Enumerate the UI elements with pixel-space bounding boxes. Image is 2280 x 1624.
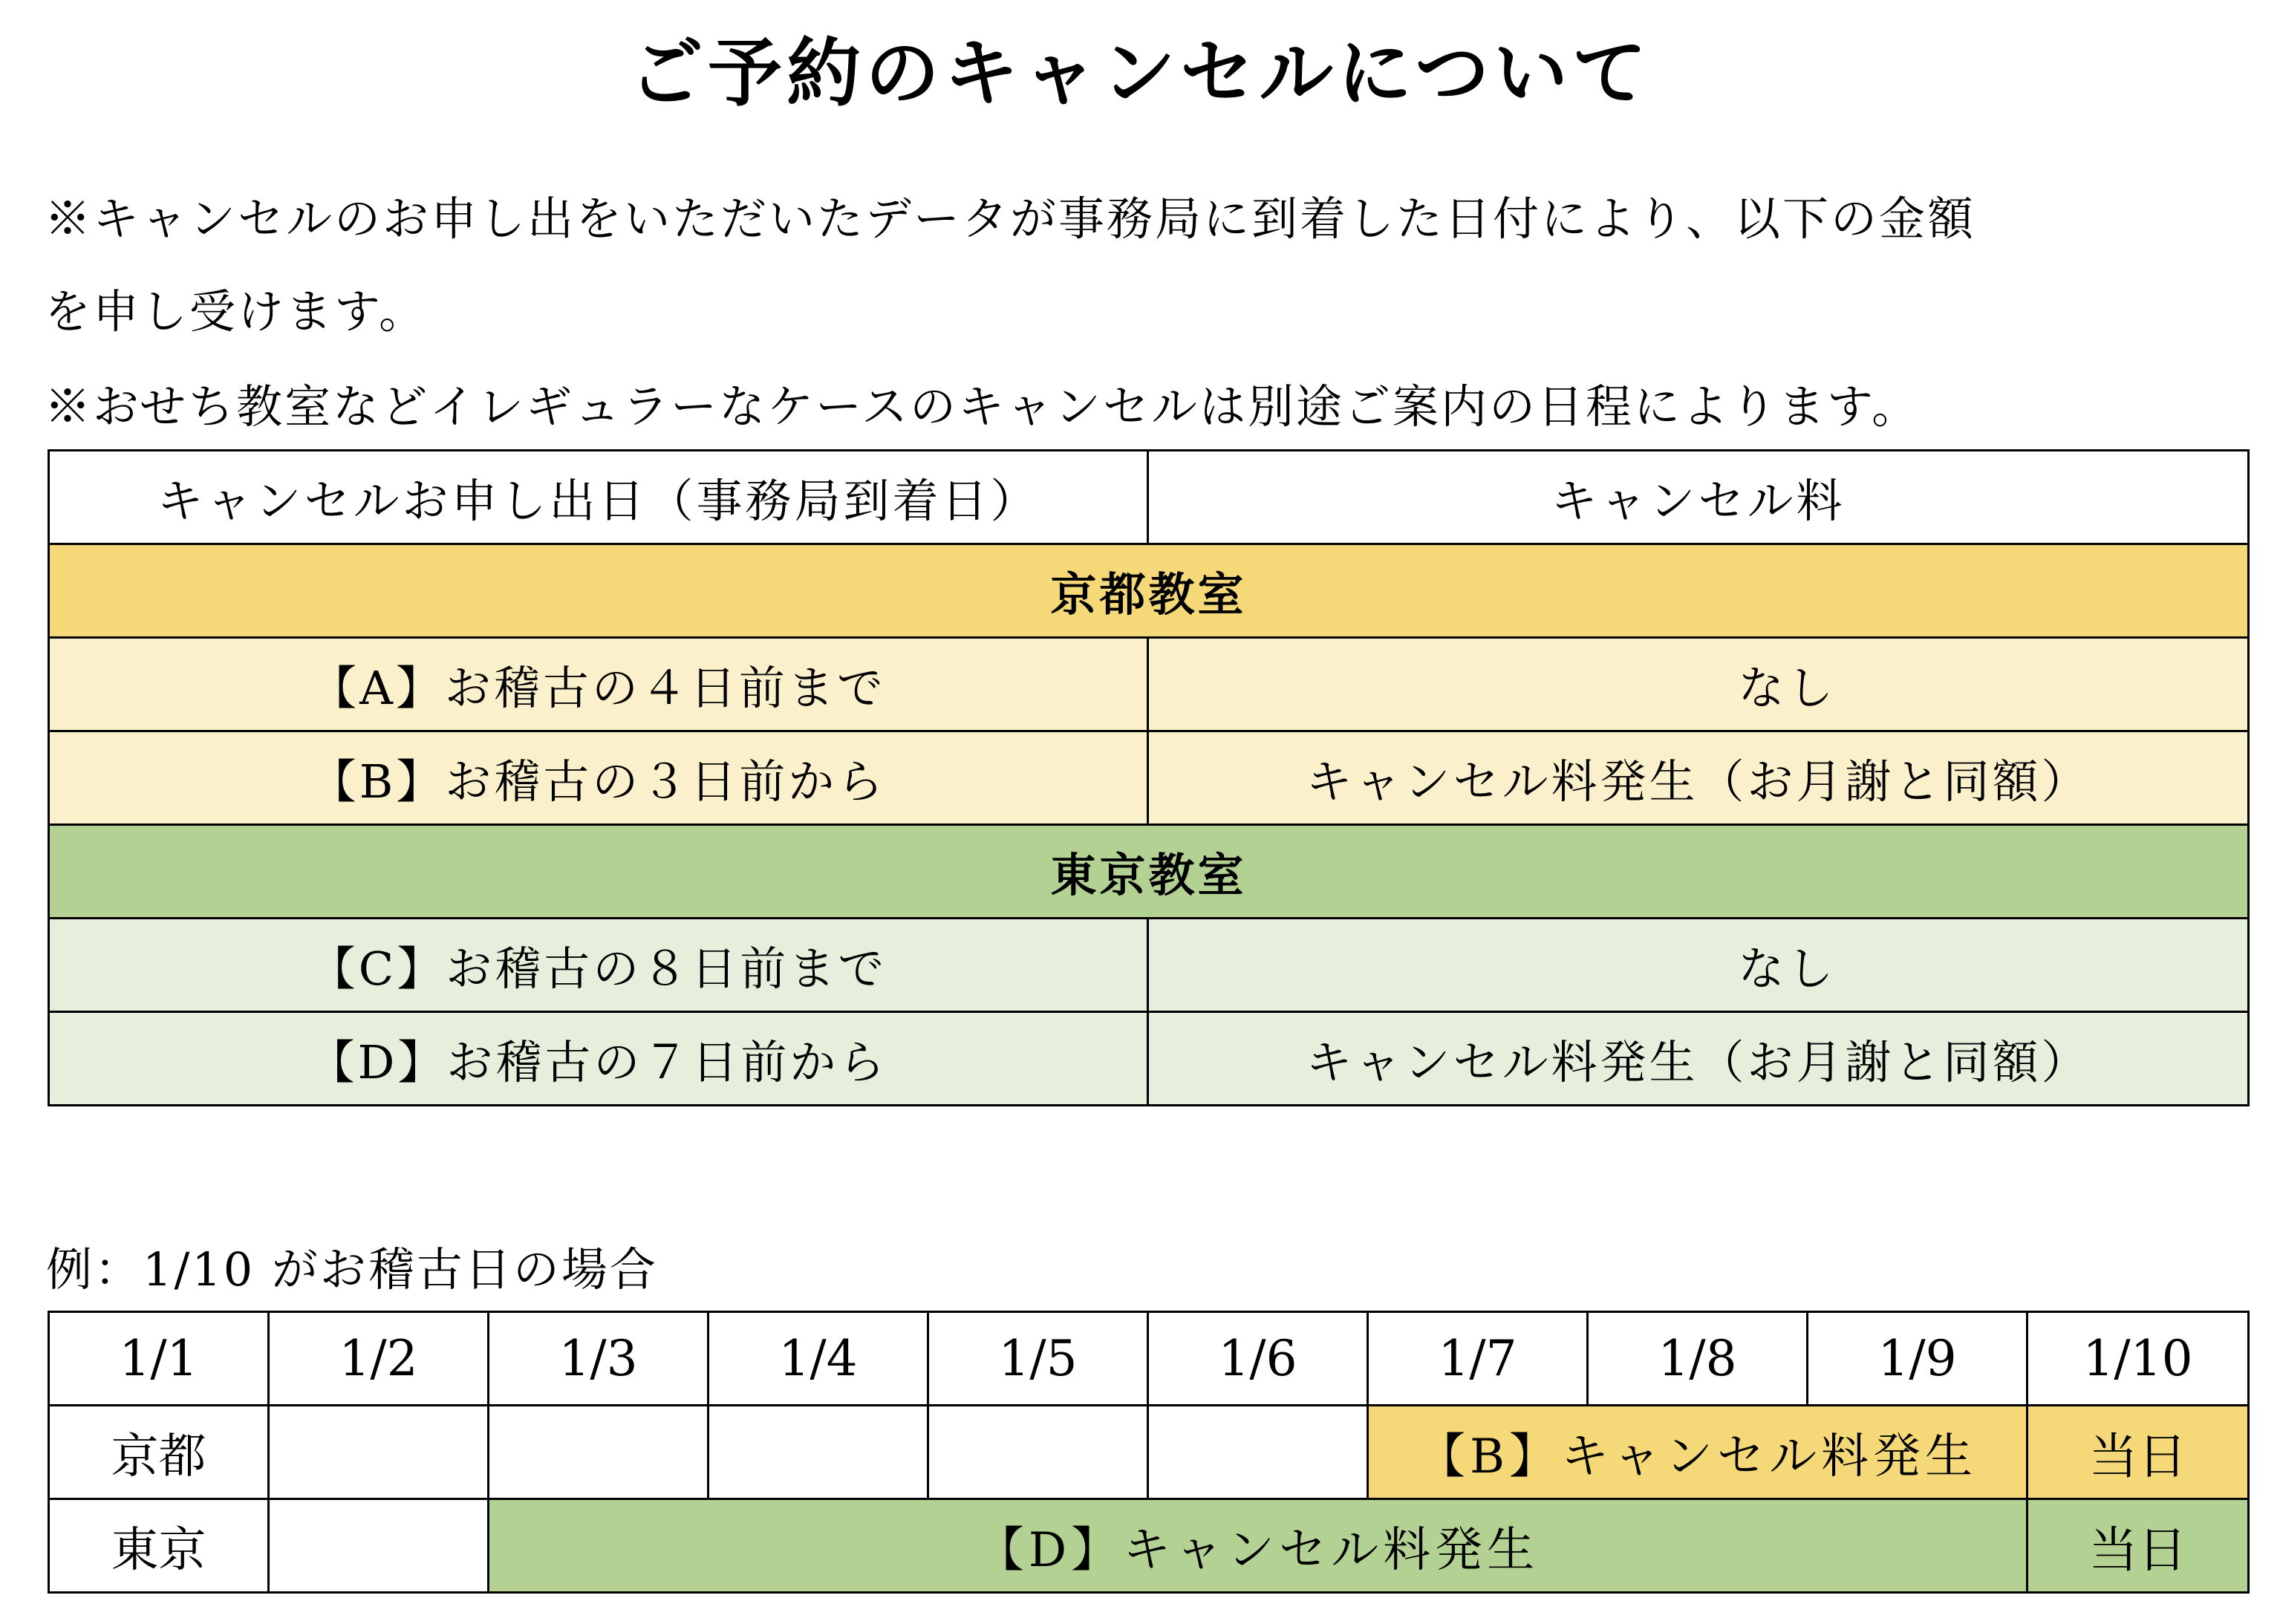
empty-cell bbox=[928, 1406, 1148, 1499]
header-request-date: キャンセルお申し出日（事務局到着日） bbox=[49, 451, 1148, 544]
section-kyoto bbox=[49, 544, 2249, 638]
kyoto-cancel-fee-span: 【B】キャンセル料発生 bbox=[1368, 1406, 2027, 1499]
kyoto-lesson-day: 当日 bbox=[2027, 1406, 2249, 1499]
empty-cell bbox=[269, 1406, 489, 1499]
calendar-date-row bbox=[49, 1312, 2249, 1406]
empty-cell bbox=[1148, 1406, 1368, 1499]
table-row bbox=[49, 1012, 2249, 1106]
row-label-kyoto: 京都 bbox=[49, 1406, 269, 1499]
irregular-case-note: ※おせち教室などイレギュラーなケースのキャンセルは別途ご案内の日程によります。 bbox=[45, 379, 1921, 434]
table-row bbox=[49, 919, 2249, 1012]
page-title: ご予約のキャンセルについて bbox=[629, 30, 1651, 117]
table-header-row bbox=[49, 451, 2249, 544]
example-label: 例：1/10 がお稽古日の場合 bbox=[46, 1242, 658, 1297]
date-cell: 1/6 bbox=[1148, 1312, 1368, 1406]
empty-cell bbox=[269, 1499, 489, 1593]
header-cancel-fee: キャンセル料 bbox=[1148, 451, 2249, 544]
date-cell: 1/7 bbox=[1368, 1312, 1588, 1406]
section-tokyo bbox=[49, 825, 2249, 919]
table-row bbox=[49, 638, 2249, 731]
cancellation-note-line-1: ※キャンセルのお申し出をいただいたデータが事務局に到着した日付により、以下の金額 bbox=[45, 192, 1976, 246]
empty-cell bbox=[489, 1406, 709, 1499]
date-cell: 1/4 bbox=[709, 1312, 928, 1406]
row-fee-a: なし bbox=[1148, 638, 2249, 731]
row-condition-a: 【A】お稽古の４日前まで bbox=[49, 638, 1148, 731]
row-condition-b: 【B】お稽古の３日前から bbox=[49, 731, 1148, 825]
date-cell: 1/10 bbox=[2027, 1312, 2249, 1406]
date-cell: 1/3 bbox=[489, 1312, 709, 1406]
calendar-kyoto-row bbox=[49, 1406, 2249, 1499]
tokyo-lesson-day: 当日 bbox=[2027, 1499, 2249, 1593]
row-fee-b: キャンセル料発生（お月謝と同額） bbox=[1148, 731, 2249, 825]
calendar-tokyo-row bbox=[49, 1499, 2249, 1593]
section-title-tokyo: 東京教室 bbox=[49, 825, 2249, 919]
tokyo-cancel-fee-span: 【D】キャンセル料発生 bbox=[489, 1499, 2027, 1593]
date-cell: 1/8 bbox=[1588, 1312, 1808, 1406]
date-cell: 1/1 bbox=[49, 1312, 269, 1406]
date-cell: 1/2 bbox=[269, 1312, 489, 1406]
empty-cell bbox=[709, 1406, 928, 1499]
row-label-tokyo: 東京 bbox=[49, 1499, 269, 1593]
section-title-kyoto: 京都教室 bbox=[49, 544, 2249, 638]
row-fee-c: なし bbox=[1148, 919, 2249, 1012]
date-cell: 1/9 bbox=[1808, 1312, 2027, 1406]
date-cell: 1/5 bbox=[928, 1312, 1148, 1406]
row-condition-d: 【D】お稽古の７日前から bbox=[49, 1012, 1148, 1106]
row-condition-c: 【C】お稽古の８日前まで bbox=[49, 919, 1148, 1012]
table-row bbox=[49, 731, 2249, 825]
row-fee-d: キャンセル料発生（お月謝と同額） bbox=[1148, 1012, 2249, 1106]
cancellation-note-line-2: を申し受けます。 bbox=[45, 284, 428, 339]
example-calendar-table bbox=[48, 1311, 2250, 1594]
cancellation-fee-table bbox=[48, 449, 2250, 1106]
